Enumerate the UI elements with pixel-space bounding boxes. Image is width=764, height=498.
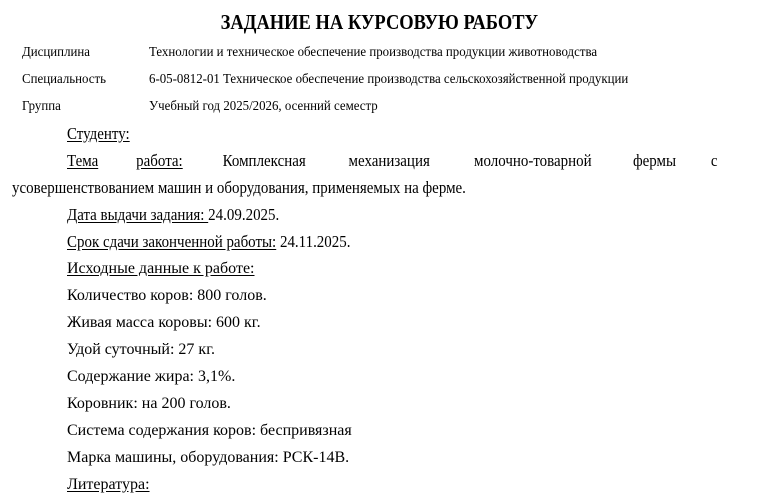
meta-label: Дисциплина — [22, 45, 91, 60]
issue-date-value: 24.09.2025. — [208, 205, 280, 224]
meta-value: 6-05-0812-01 Техническое обеспечение производства сельскохозяйственной продукции — [149, 72, 629, 87]
theme-word: механизация — [348, 151, 430, 170]
initial-data-item: Марка машины, оборудования: РСК-14В. — [67, 449, 350, 466]
issue-date — [67, 205, 308, 225]
theme-word: Комплексная — [222, 151, 306, 170]
due-date — [67, 232, 389, 252]
theme-word: фермы — [633, 151, 677, 170]
literature-label: Литература: — [67, 476, 150, 493]
title-text: ЗАДАНИЕ НА КУРСОВУЮ РАБОТУ — [220, 10, 538, 34]
theme-continuation-text: усовершенствованием машин и оборудования, применяемых на ферме. — [12, 178, 466, 197]
theme-label-word: Тема — [67, 151, 99, 170]
initial-data-item: Содержание жира: 3,1%. — [67, 368, 236, 385]
initial-data-item: Количество коров: 800 голов. — [67, 287, 267, 304]
meta-value: Учебный год 2025/2026, осенний семестр — [149, 99, 378, 114]
due-date-label: Срок сдачи законченной работы: — [67, 232, 277, 251]
theme-word: молочно-товарной — [473, 151, 592, 170]
document-title — [0, 10, 764, 35]
initial-data-item: Коровник: на 200 голов. — [67, 395, 231, 412]
student-label-text: Студенту: — [67, 124, 130, 143]
meta-label: Группа — [22, 99, 61, 114]
initial-data-item: Удой суточный: 27 кг. — [67, 341, 215, 358]
theme-word: с — [711, 151, 718, 170]
student-label — [67, 124, 138, 144]
meta-value: Технологии и техническое обеспечение производства продукции животноводства — [149, 45, 598, 60]
initial-data-item: Живая масса коровы: 600 кг. — [67, 314, 261, 331]
initial-data-label: Исходные данные к работе: — [67, 260, 255, 277]
meta-label: Специальность — [22, 72, 106, 87]
issue-date-label: Дата выдачи задания: — [67, 205, 209, 224]
theme-continuation — [12, 178, 528, 198]
theme-label-word: работа: — [136, 151, 184, 170]
due-date-value: 24.11.2025. — [276, 232, 351, 251]
theme-line — [67, 151, 718, 171]
initial-data-item: Система содержания коров: беспривязная — [67, 422, 352, 439]
